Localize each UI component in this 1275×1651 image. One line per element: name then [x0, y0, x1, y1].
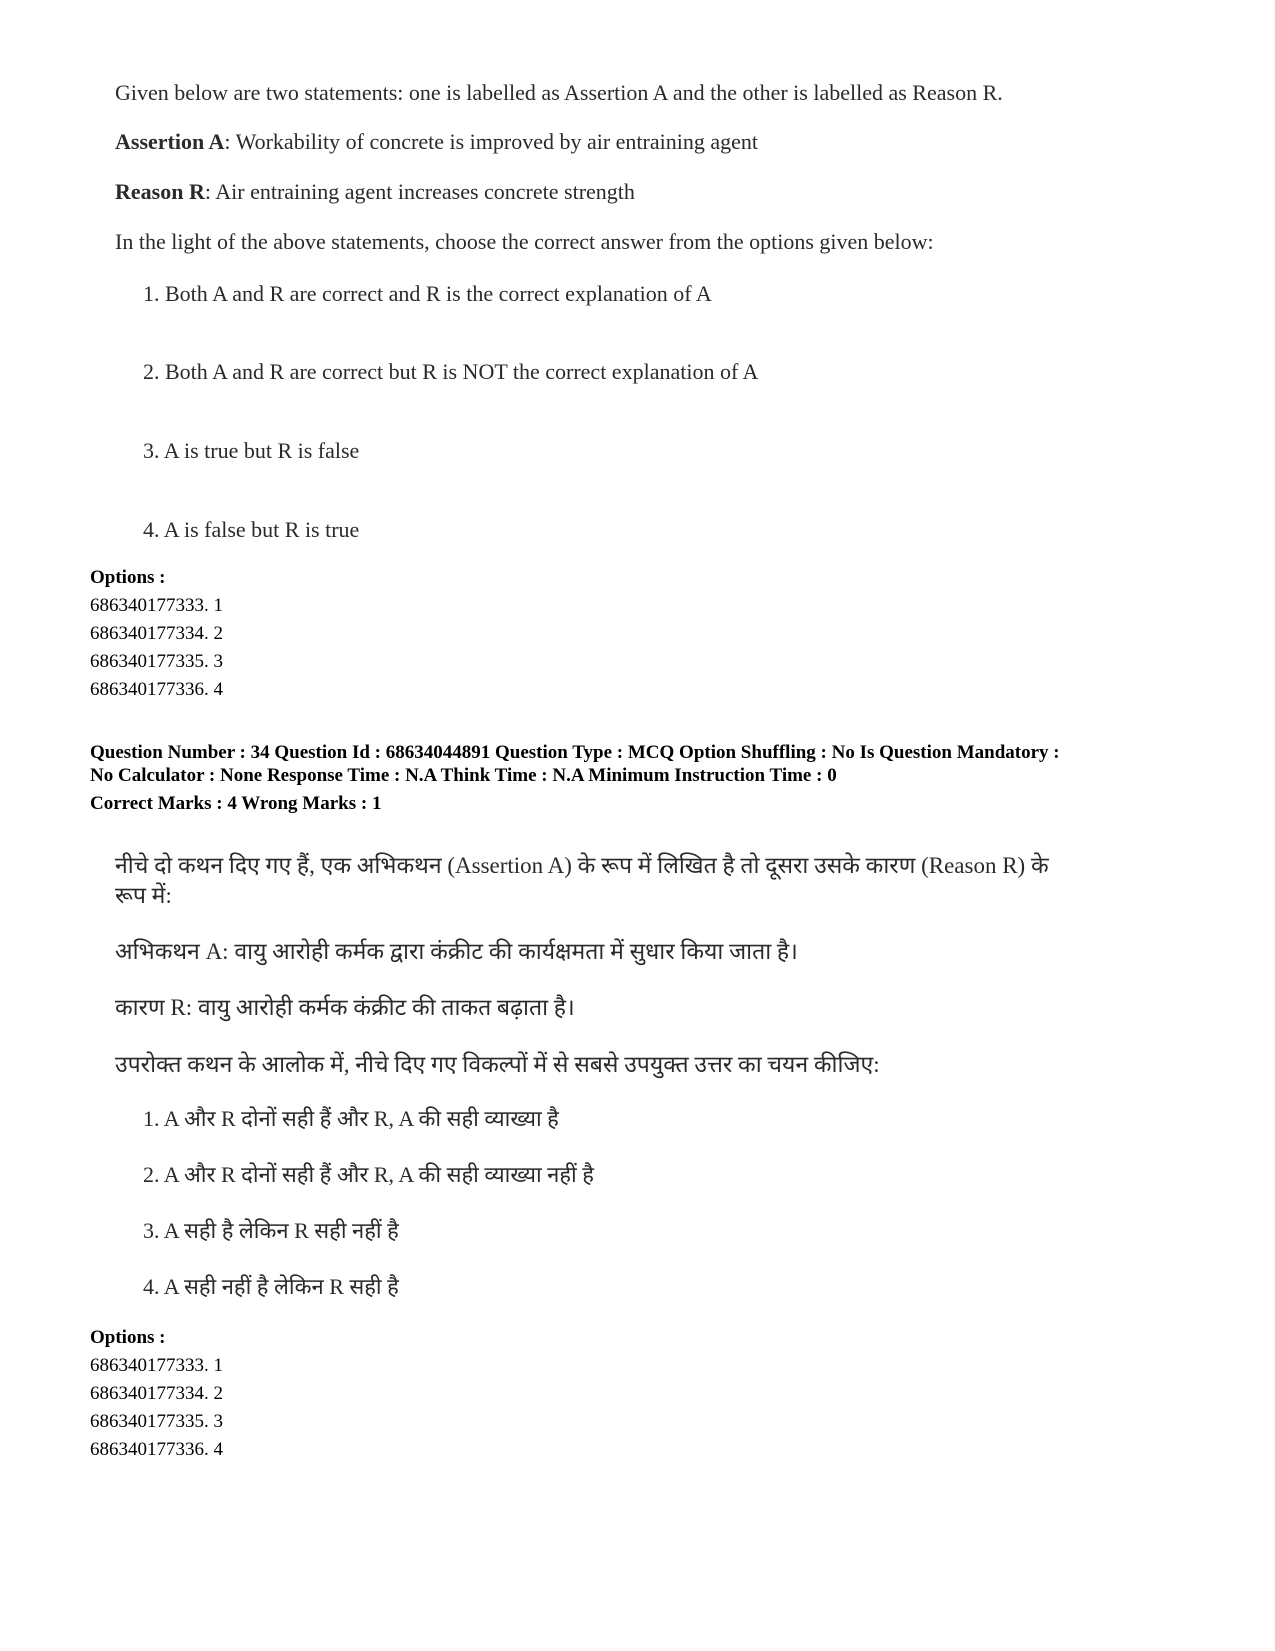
q34-marks-line: Correct Marks : 4 Wrong Marks : 1 [90, 793, 382, 814]
q34-meta-line-2: No Calculator : None Response Time : N.A Think Time : N.A Minimum Instruction Time : 0 [90, 765, 837, 786]
q33-reason-label: Reason R [115, 179, 205, 204]
q33-reason-text: : Air entraining agent increases concrete strength [204, 179, 635, 204]
q33-options-title: Options : [90, 567, 166, 588]
q34-instruction: उपरोक्त कथन के आलोक में, नीचे दिए गए विकल्पों में से सबसे उपयुक्त उत्तर का चयन कीजिए: [115, 1052, 880, 1077]
q34-reason: कारण R: वायु आरोही कर्मक कंक्रीट की ताकत बढ़ाता है। [115, 995, 575, 1020]
q33-option-2: 686340177334. 2 [90, 623, 223, 644]
q33-intro: Given below are two statements: one is labelled as Assertion A and the other is labelled as Reason R. [115, 80, 1003, 105]
q33-assertion-label: Assertion A [115, 129, 225, 154]
q33-choice-4: 4. A is false but R is true [143, 517, 360, 542]
q34-assertion: अभिकथन A: वायु आरोही कर्मक द्वारा कंक्रीट की कार्यक्षमता में सुधार किया जाता है। [115, 939, 798, 964]
q33-choice-3: 3. A is true but R is false [143, 438, 360, 463]
q34-choice-3: 3. A सही है लेकिन R सही नहीं है [143, 1218, 399, 1243]
q33-choice-1: 1. Both A and R are correct and R is the correct explanation of A [143, 281, 712, 306]
q34-intro-line-1: नीचे दो कथन दिए गए हैं, एक अभिकथन (Assertion A) के रूप में लिखित है तो दूसरा उसके कारण (Reason R) के [115, 853, 1049, 878]
q33-assertion-text: : Workability of concrete is improved by air entraining agent [224, 129, 758, 154]
q33-reason [115, 179, 635, 205]
q33-choice-2: 2. Both A and R are correct but R is NOT the correct explanation of A [143, 359, 759, 384]
q33-option-1: 686340177333. 1 [90, 595, 223, 616]
q33-option-3: 686340177335. 3 [90, 651, 223, 672]
q34-choice-1: 1. A और R दोनों सही हैं और R, A की सही व्याख्या है [143, 1106, 559, 1131]
q34-option-3: 686340177335. 3 [90, 1411, 223, 1432]
q33-assertion [115, 129, 758, 155]
q34-intro-line-2: रूप में: [115, 883, 172, 908]
q34-choice-4: 4. A सही नहीं है लेकिन R सही है [143, 1274, 399, 1299]
q34-meta-line-1: Question Number : 34 Question Id : 68634044891 Question Type : MCQ Option Shuffling : No Is Question Mandatory : [90, 742, 1060, 763]
q34-options-title: Options : [90, 1327, 166, 1348]
q33-option-4: 686340177336. 4 [90, 679, 223, 700]
q33-instruction: In the light of the above statements, choose the correct answer from the options given below: [115, 229, 934, 254]
q34-choice-2: 2. A और R दोनों सही हैं और R, A की सही व्याख्या नहीं है [143, 1162, 594, 1187]
q34-option-4: 686340177336. 4 [90, 1439, 223, 1460]
q34-option-2: 686340177334. 2 [90, 1383, 223, 1404]
q34-option-1: 686340177333. 1 [90, 1355, 223, 1376]
